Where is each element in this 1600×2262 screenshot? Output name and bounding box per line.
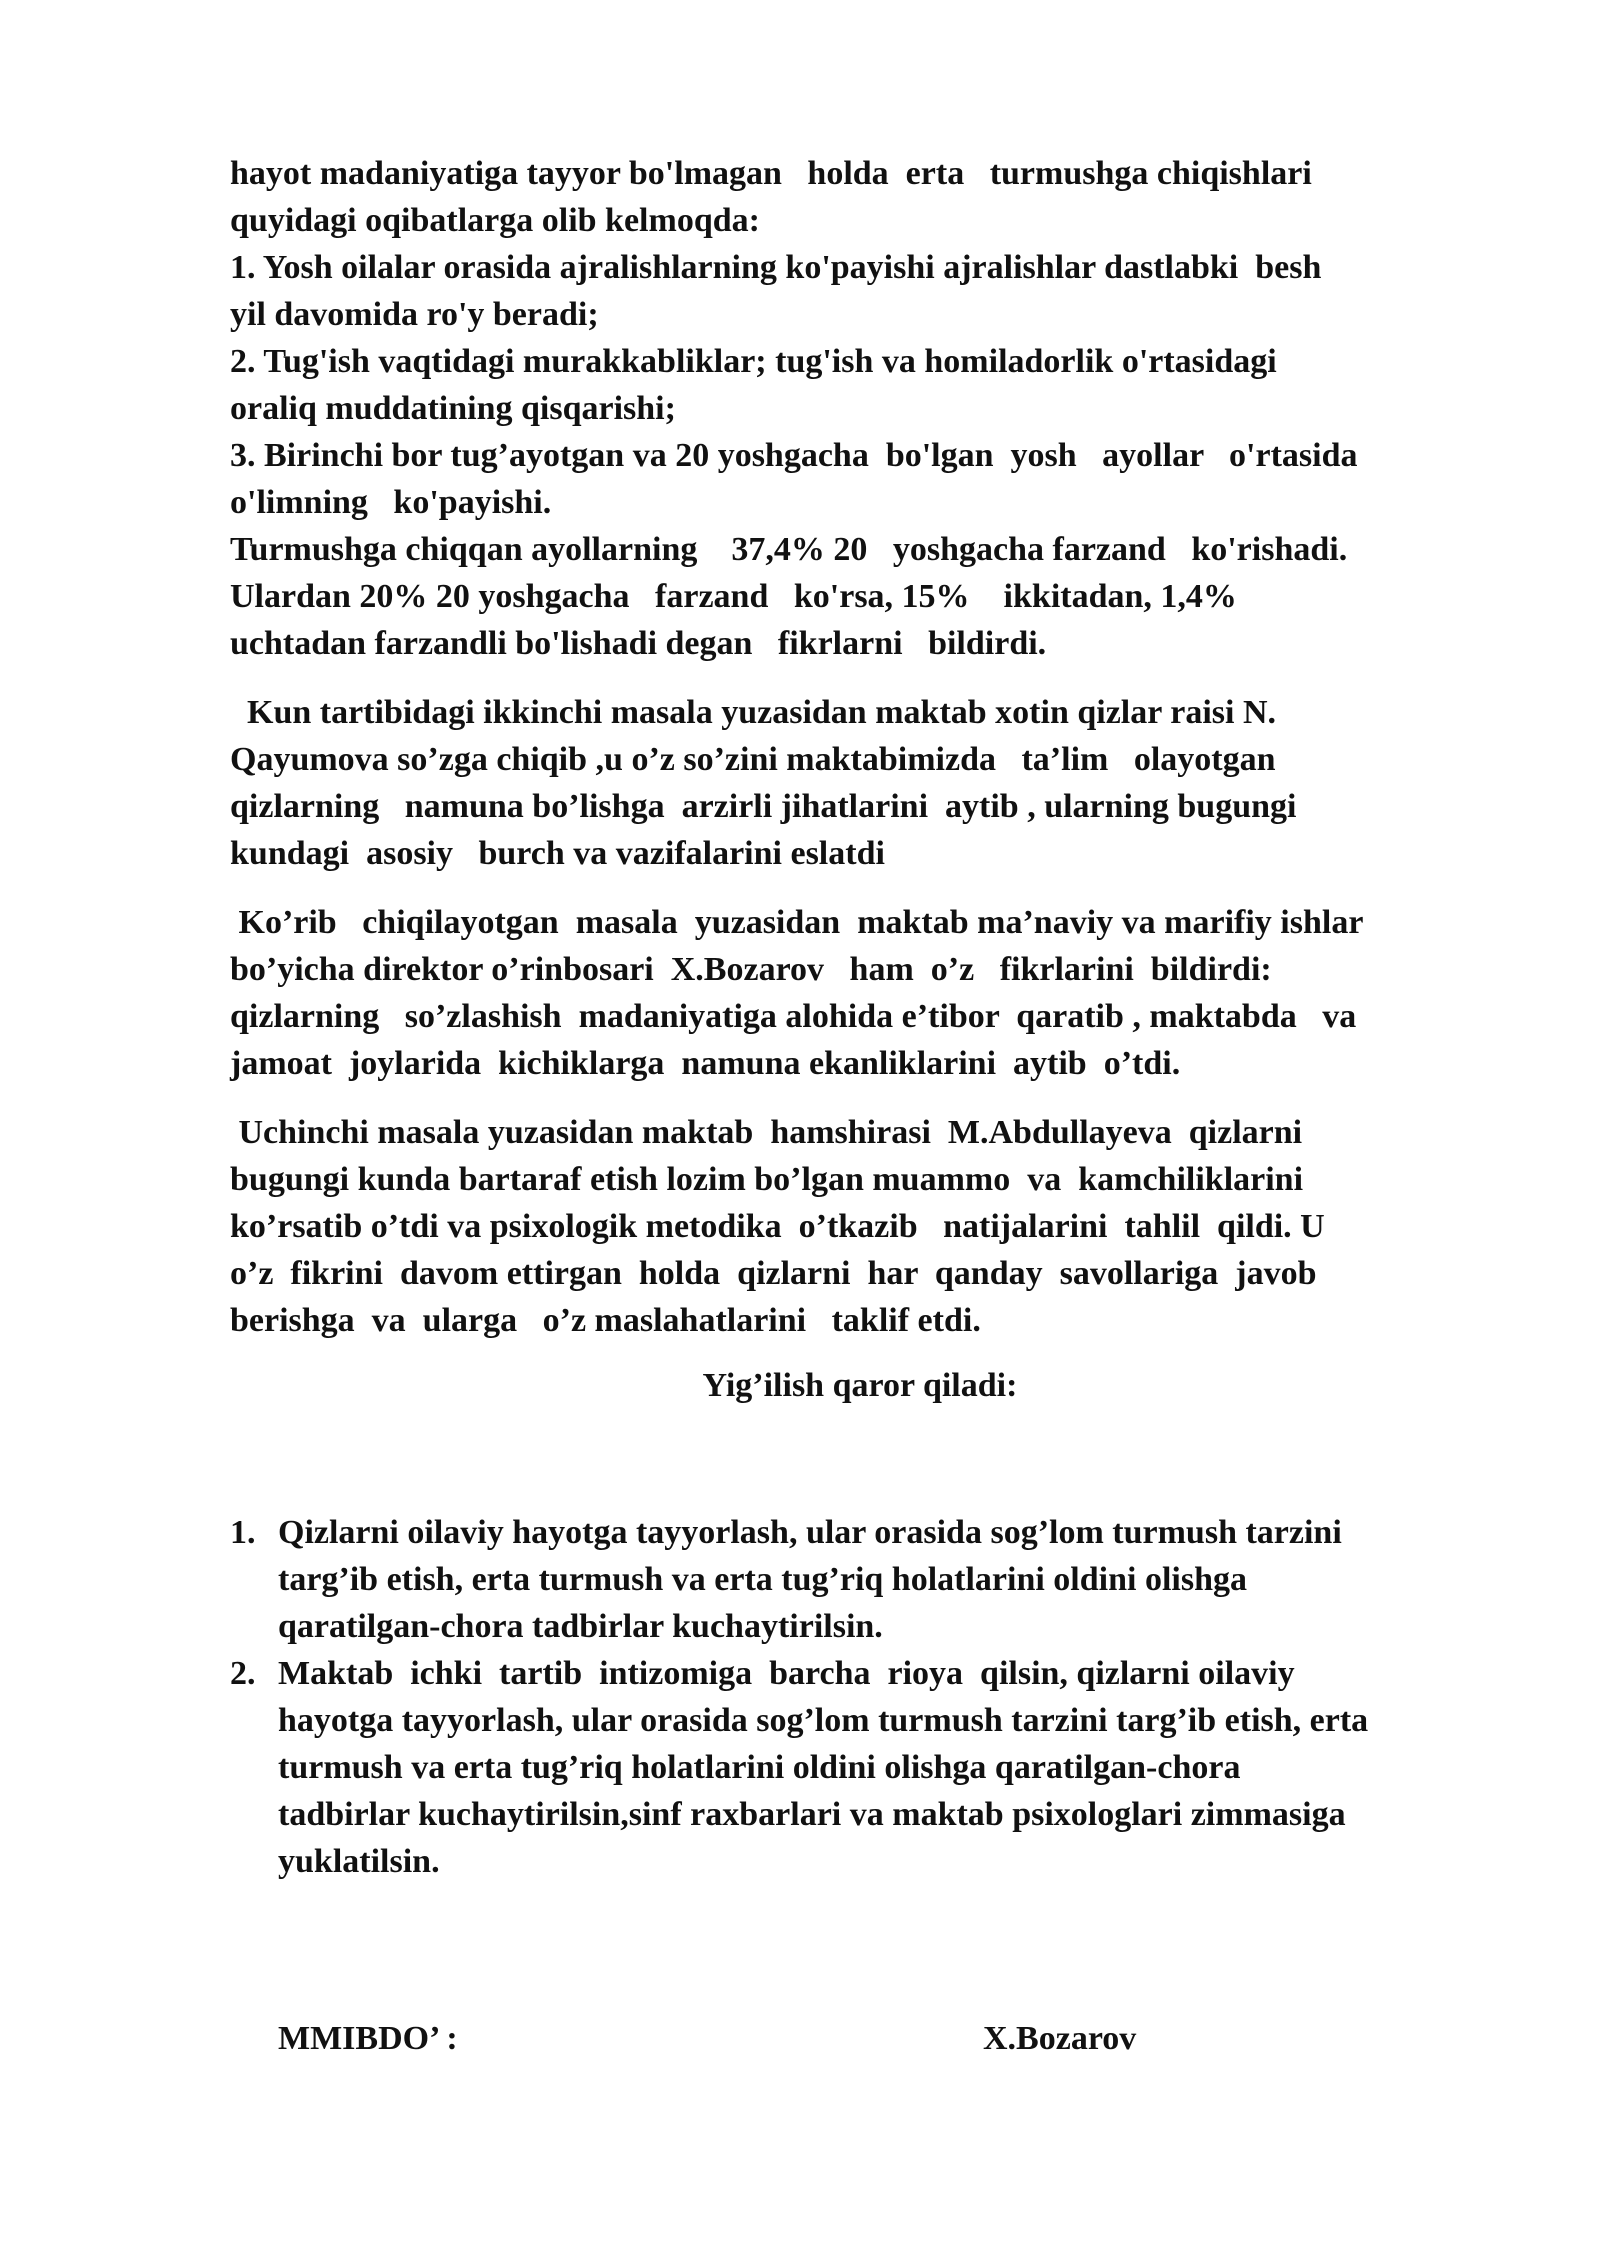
signature-role: MMIBDO’ : [278, 2020, 458, 2057]
decision-number: 2. [230, 1655, 256, 1692]
third-agenda-paragraph [230, 1109, 1490, 1344]
text-line: berishga va ularga o’z maslahatlarini taklif etdi. [230, 1302, 981, 1339]
text-line: 2. Tug'ish vaqtidagi murakkabliklar; tug'ish va homiladorlik o'rtasidagi [230, 343, 1277, 380]
text-line: Ko’rib chiqilayotgan masala yuzasidan maktab ma’naviy va marifiy ishlar [230, 904, 1364, 941]
text-line: Qizlarni oilaviy hayotga tayyorlash, ular orasida sog’lom turmush tarzini [278, 1514, 1342, 1551]
decision-number: 1. [230, 1514, 256, 1551]
text-line: turmush va erta tug’riq holatlarini oldini olishga qaratilgan-chora [278, 1749, 1241, 1786]
text-line: oraliq muddatining qisqarishi; [230, 390, 676, 427]
text-line: o'limning ko'payishi. [230, 484, 552, 521]
text-line: qaratilgan-chora tadbirlar kuchaytirilsin. [278, 1608, 883, 1645]
text-line: bugungi kunda bartaraf etish lozim bo’lgan muammo va kamchiliklarini [230, 1161, 1304, 1198]
text-line: kundagi asosiy burch va vazifalarini eslatdi [230, 835, 885, 872]
second-agenda-paragraph [230, 689, 1490, 877]
text-line: qizlarning namuna bo’lishga arzirli jihatlarini aytib , ularning bugungi [230, 788, 1297, 825]
text-line: yil davomida ro'y beradi; [230, 296, 599, 333]
text-line: uchtadan farzandli bo'lishadi degan fikrlarni bildirdi. [230, 625, 1047, 662]
text-line: hayot madaniyatiga tayyor bo'lmagan holda erta turmushga chiqishlari [230, 155, 1312, 192]
text-line: 1. Yosh oilalar orasida ajralishlarning ko'payishi ajralishlar dastlabki besh [230, 249, 1322, 286]
text-line: Ulardan 20% 20 yoshgacha farzand ko'rsa, 15% ikkitadan, 1,4% [230, 578, 1237, 615]
text-line: yuklatilsin. [278, 1843, 440, 1880]
text-line: jamoat joylarida kichiklarga namuna ekanliklarini aytib o’tdi. [230, 1045, 1181, 1082]
decision-item [230, 1509, 1490, 1650]
text-line: hayotga tayyorlash, ular orasida sog’lom turmush tarzini targ’ib etish, erta [278, 1702, 1369, 1739]
text-line: bo’yicha direktor o’rinbosari X.Bozarov ham o’z fikrlarini bildirdi: [230, 951, 1272, 988]
text-line: Kun tartibidagi ikkinchi masala yuzasidan maktab xotin qizlar raisi N. [230, 694, 1276, 731]
text-line: qizlarning so’zlashish madaniyatiga alohida e’tibor qaratib , maktabda va [230, 998, 1357, 1035]
text-line: ko’rsatib o’tdi va psixologik metodika o’tkazib natijalarini tahlil qildi. U [230, 1208, 1325, 1245]
decision-item [230, 1650, 1490, 1885]
decision-heading: Yig’ilish qaror qiladi: [702, 1367, 1018, 1404]
text-line: 3. Birinchi bor tug’ayotgan va 20 yoshgacha bo'lgan yosh ayollar o'rtasida [230, 437, 1358, 474]
document-body [230, 150, 1490, 1885]
text-line: quyidagi oqibatlarga olib kelmoqda: [230, 202, 760, 239]
signature-name: X.Bozarov [983, 2020, 1137, 2057]
text-line: Uchinchi masala yuzasidan maktab hamshirasi M.Abdullayeva qizlarni [230, 1114, 1303, 1151]
decision-list [230, 1509, 1490, 1885]
text-line: tadbirlar kuchaytirilsin,sinf raxbarlari va maktab psixologlari zimmasiga [278, 1796, 1346, 1833]
deputy-director-paragraph [230, 899, 1490, 1087]
text-line: Maktab ichki tartib intizomiga barcha rioya qilsin, qizlarni oilaviy [278, 1655, 1295, 1692]
text-line: Turmushga chiqqan ayollarning 37,4% 20 yoshgacha farzand ko'rishadi. [230, 531, 1348, 568]
text-line: Qayumova so’zga chiqib ,u o’z so’zini maktabimizda ta’lim olayotgan [230, 741, 1276, 778]
text-line: o’z fikrini davom ettirgan holda qizlarni har qanday savollariga javob [230, 1255, 1317, 1292]
text-line: targ’ib etish, erta turmush va erta tug’riq holatlarini oldini olishga [278, 1561, 1247, 1598]
intro-paragraph [230, 150, 1490, 667]
